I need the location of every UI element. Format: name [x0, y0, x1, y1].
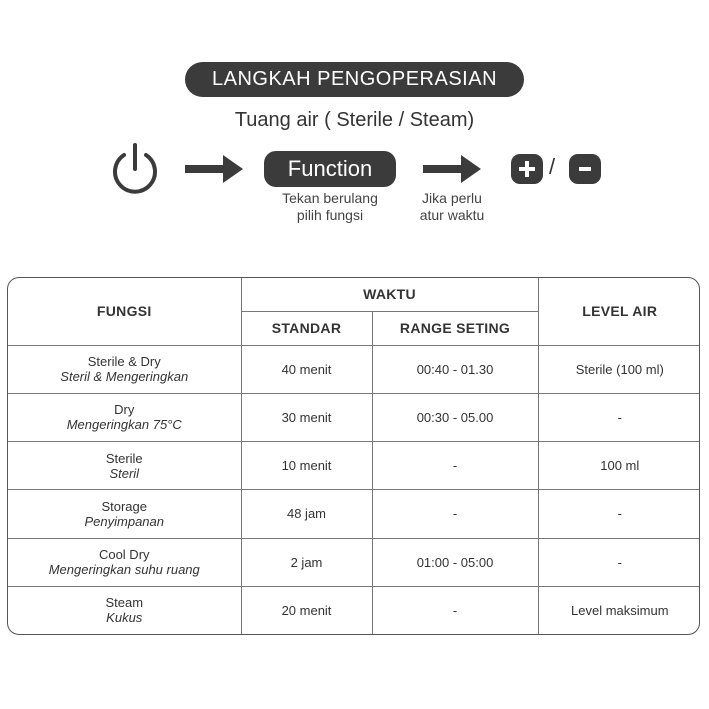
table-row	[8, 345, 700, 393]
arrow-right-icon	[185, 155, 243, 183]
function-desc: Steril	[109, 465, 140, 481]
range-cell: 00:40 - 01.30	[372, 345, 538, 393]
standar-cell: 2 jam	[241, 538, 372, 586]
level-cell: -	[538, 538, 700, 586]
function-name: Dry	[114, 402, 135, 418]
level-cell: -	[538, 393, 700, 441]
function-caption	[262, 190, 398, 224]
range-cell: -	[372, 586, 538, 634]
level-cell: Sterile (100 ml)	[538, 345, 700, 393]
plus-icon	[518, 160, 536, 178]
range-cell: -	[372, 490, 538, 538]
range-cell: -	[372, 442, 538, 490]
range-cell: 00:30 - 05.00	[372, 393, 538, 441]
adjust-caption-line1: Jika perlu	[422, 190, 482, 206]
function-cell	[8, 538, 241, 586]
function-button[interactable]: Function	[264, 151, 396, 187]
table-row	[8, 393, 700, 441]
function-cell	[8, 393, 241, 441]
header-fungsi: FUNGSI	[8, 278, 241, 345]
function-name: Cool Dry	[98, 547, 150, 563]
arrow-right-icon	[423, 155, 481, 183]
function-name: Sterile	[105, 450, 143, 466]
adjust-caption	[402, 190, 502, 224]
minus-button[interactable]	[569, 154, 601, 184]
table-row	[8, 442, 700, 490]
table-row	[8, 586, 700, 634]
table-row	[8, 538, 700, 586]
level-cell: 100 ml	[538, 442, 700, 490]
plus-button[interactable]	[511, 154, 543, 184]
subtitle: Tuang air ( Sterile / Steam)	[234, 109, 475, 131]
page-title: LANGKAH PENGOPERASIAN	[185, 62, 524, 97]
function-name: Sterile & Dry	[87, 354, 161, 370]
function-caption-line1: Tekan berulang	[282, 190, 378, 206]
function-desc: Mengeringkan suhu ruang	[48, 562, 200, 578]
function-cell	[8, 442, 241, 490]
level-cell: -	[538, 490, 700, 538]
standar-cell: 10 menit	[241, 442, 372, 490]
table-row	[8, 490, 700, 538]
range-cell: 01:00 - 05:00	[372, 538, 538, 586]
function-table	[7, 277, 700, 635]
function-desc: Kukus	[106, 610, 143, 626]
function-name: Steam	[105, 595, 144, 611]
header-range-seting: RANGE SETING	[372, 311, 538, 345]
power-icon	[107, 141, 163, 197]
adjust-caption-line2: atur waktu	[419, 207, 485, 223]
standar-cell: 48 jam	[241, 490, 372, 538]
header-level-air: LEVEL AIR	[538, 278, 700, 345]
function-cell	[8, 490, 241, 538]
standar-cell: 40 menit	[241, 345, 372, 393]
level-cell: Level maksimum	[538, 586, 700, 634]
function-caption-line2: pilih fungsi	[296, 207, 364, 223]
minus-icon	[576, 160, 594, 178]
header-waktu: WAKTU	[241, 278, 538, 311]
standar-cell: 30 menit	[241, 393, 372, 441]
header-standar: STANDAR	[241, 311, 372, 345]
table	[8, 278, 700, 634]
function-cell	[8, 586, 241, 634]
function-desc: Steril & Mengeringkan	[60, 369, 189, 385]
standar-cell: 20 menit	[241, 586, 372, 634]
function-desc: Penyimpanan	[84, 513, 164, 529]
function-desc: Mengeringkan 75°C	[66, 417, 182, 433]
function-cell	[8, 345, 241, 393]
separator: /	[549, 154, 556, 179]
function-name: Storage	[101, 498, 148, 514]
